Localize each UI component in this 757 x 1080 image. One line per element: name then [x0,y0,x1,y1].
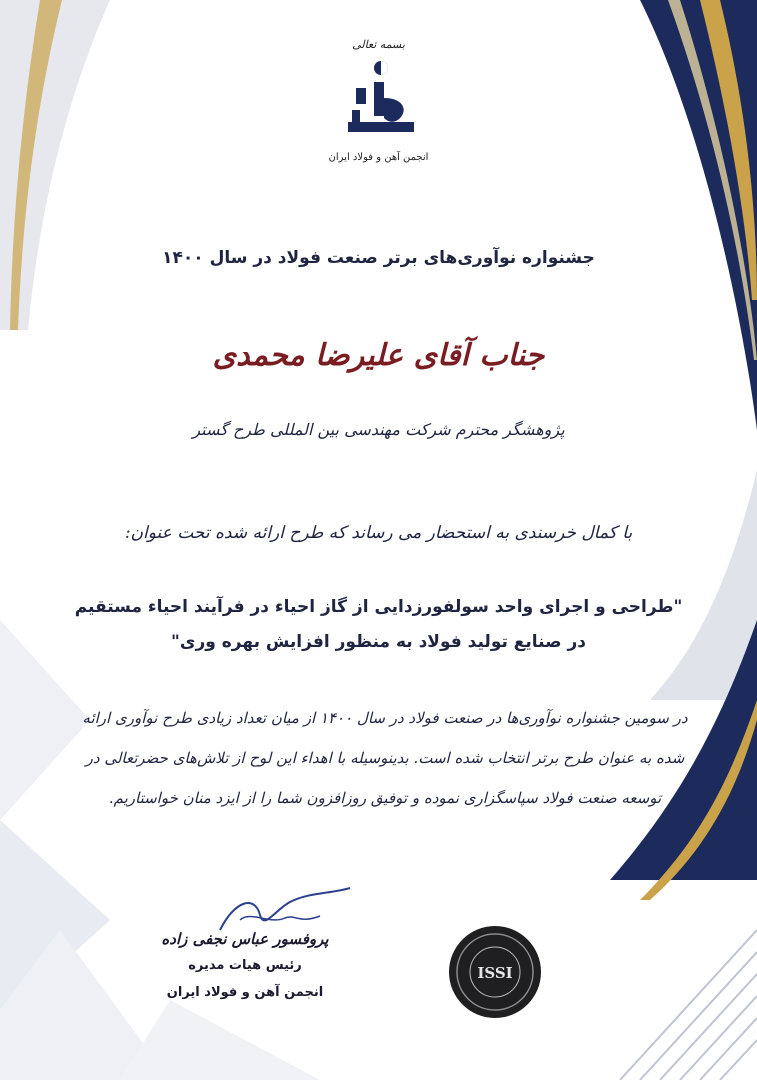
signature-block [130,930,360,1000]
festival-title: جشنواره نوآوری‌های برتر صنعت فولاد در سال ۱۴۰۰ [162,248,595,268]
body-paragraph: در سومین جشنواره نوآوری‌ها در صنعت فولاد در سال ۱۴۰۰ از میان تعداد زیادی طرح نوآوری ارائه شده به عنوان طرح برتر انتخاب شده است. بدینوسیله با اهداء این لوح از تلاش‌های حضرتعالی در توسعه صنعت فولاد سپاسگزاری نموده و توفیق روزافزون شما را از ایزد منان خواستاریم. [82,709,688,807]
signer-name: پروفسور عباس نجفی زاده [161,930,329,948]
logo-caption: انجمن آهن و فولاد ایران [328,152,429,163]
signer-organization: انجمن آهن و فولاد ایران [166,985,324,1000]
basmala: بسمه تعالی [352,38,405,51]
signer-role: رئیس هیات مدیره [188,958,302,973]
issi-seal [447,924,543,1020]
project-title-line-2: در صنایع تولید فولاد به منظور افزایش بهره وری" [171,632,586,652]
recipient-name: جناب آقای علیرضا محمدی [212,338,545,373]
intro-line: با کمال خرسندی به استحضار می رساند که طرح ارائه شده تحت عنوان: [124,523,633,543]
project-title-line-1: "طراحی و اجرای واحد سولفورزدایی از گاز احیاء در فرآیند احیاء مستقیم [74,597,683,617]
seal-text: ISSI [477,964,513,982]
recipient-affiliation: پژوهشگر محترم شرکت مهندسی بین المللی طرح گستر [192,420,565,439]
organization-logo [348,60,414,146]
